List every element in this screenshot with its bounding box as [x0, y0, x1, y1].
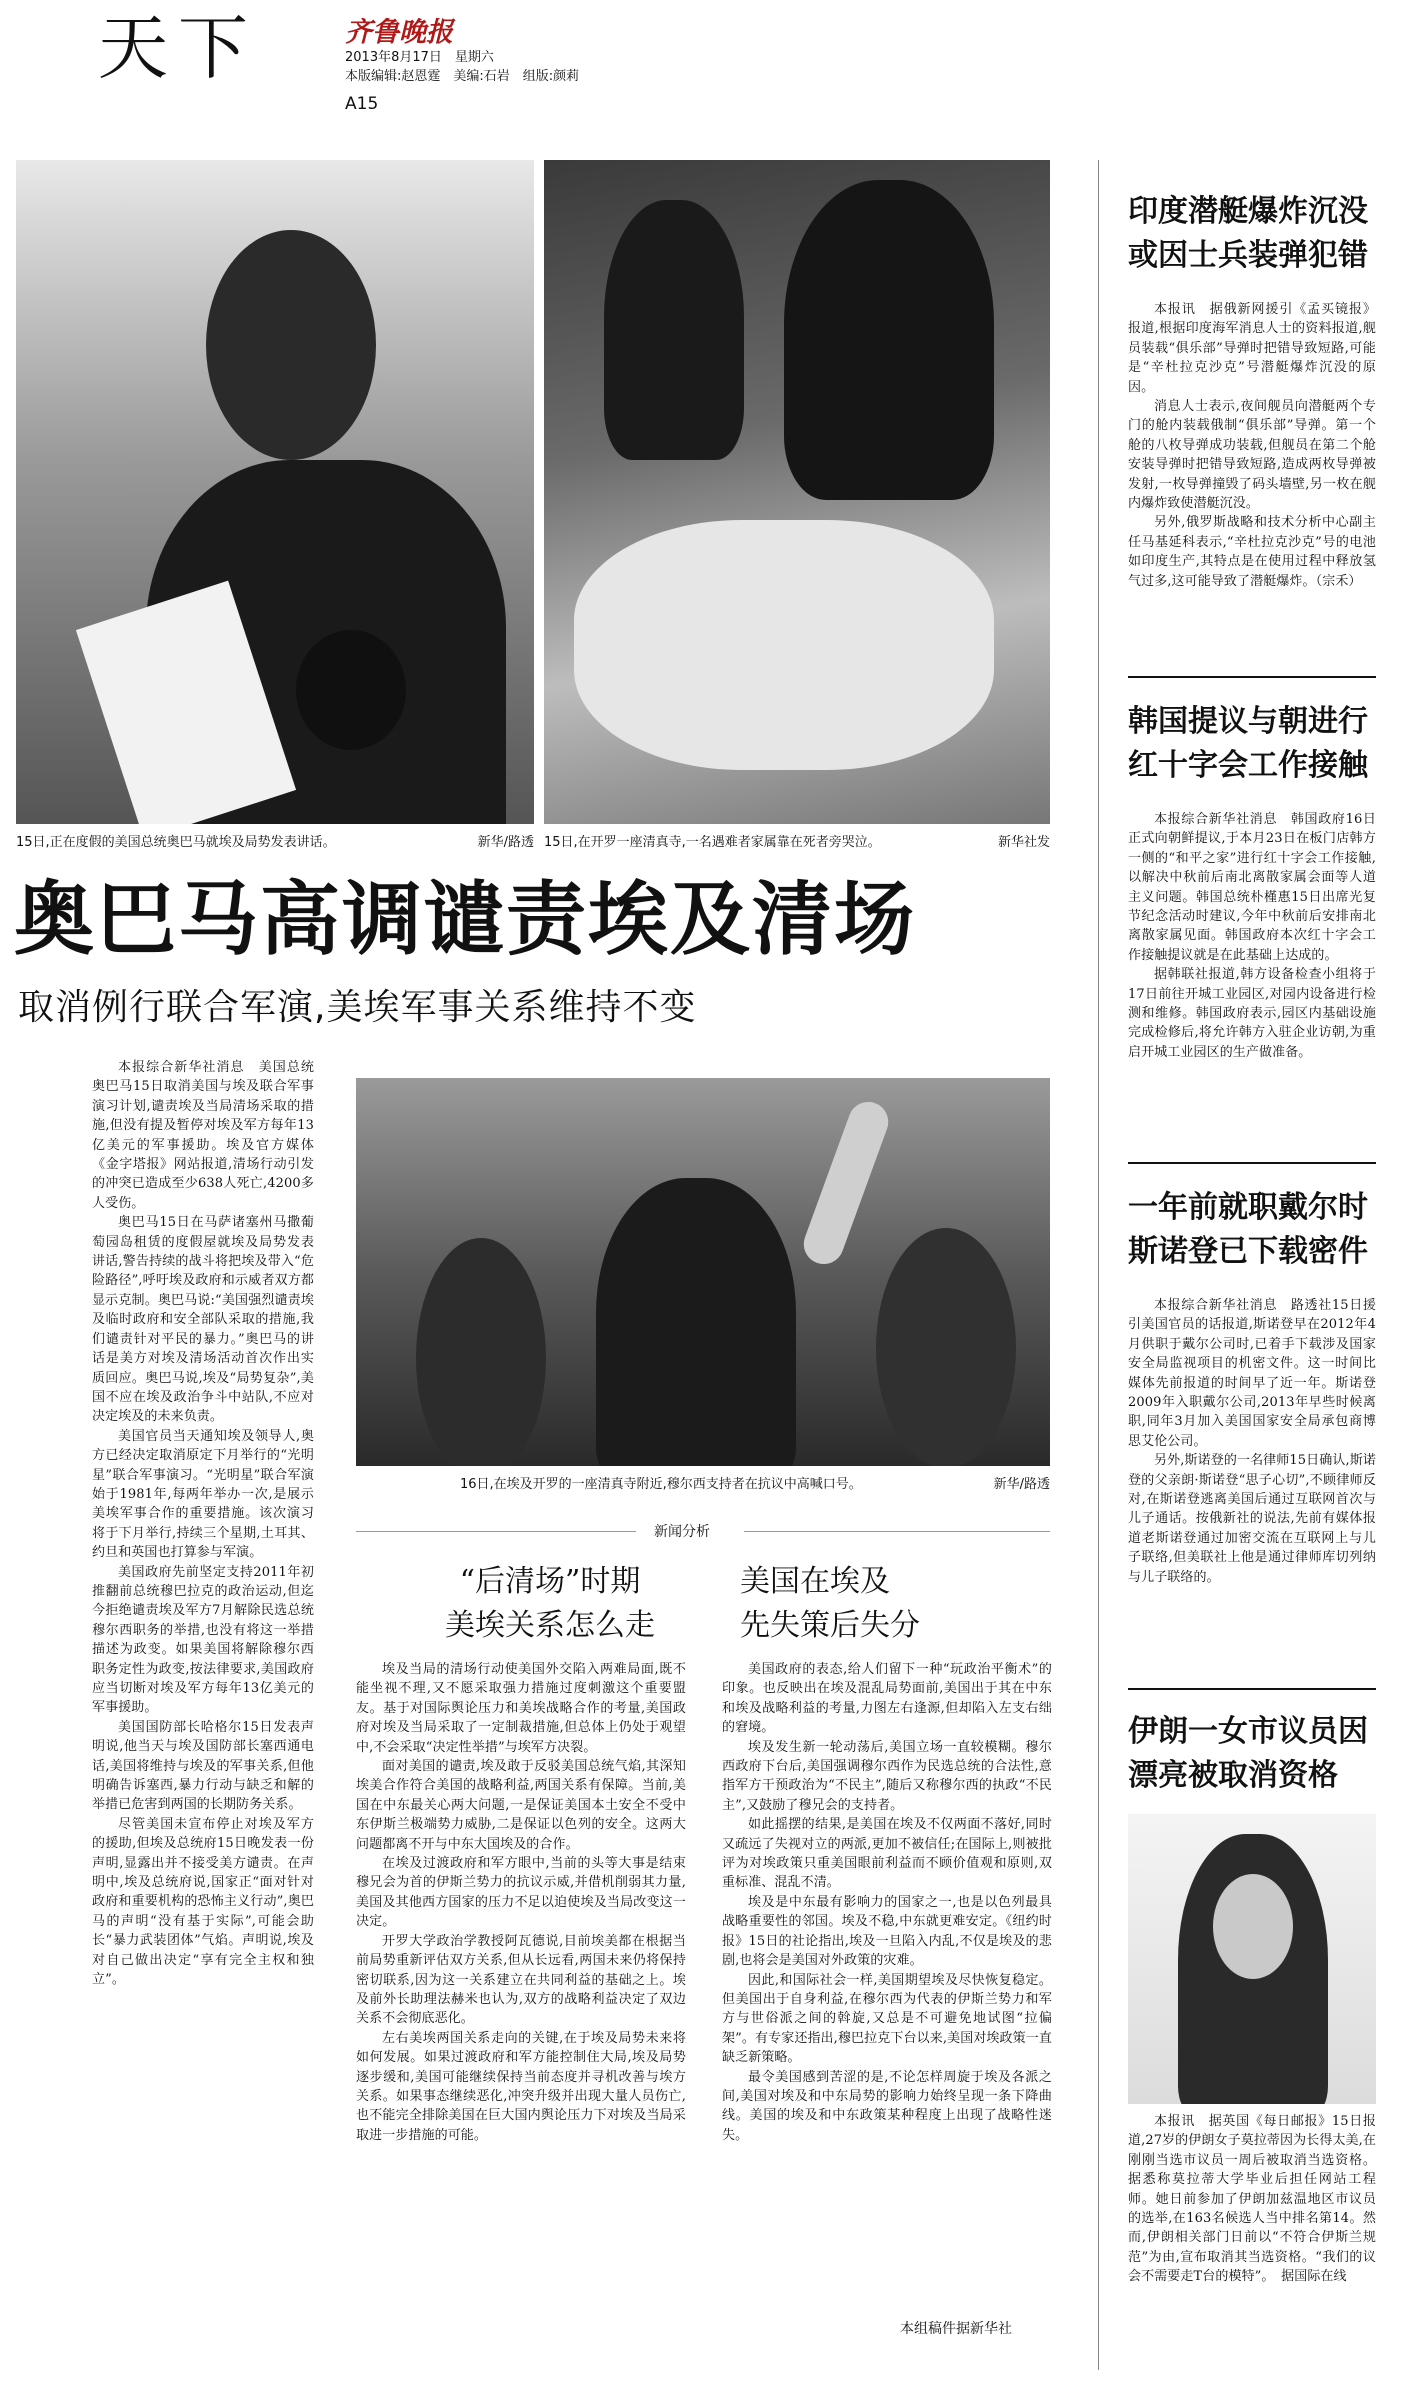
- issue-date: 2013年8月17日 星期六: [345, 50, 494, 65]
- sidebar-paragraph: 本报讯 据俄新网援引《孟买镜报》报道,根据印度海军消息人士的资料报道,舰员装载“俱乐部”导弹时把错导致短路,可能是“辛杜拉克沙克”号潜艇爆炸沉没的原因。: [1128, 302, 1376, 395]
- shroud-shape: [574, 520, 994, 770]
- microphone-shape: [296, 630, 406, 750]
- analysis-right-column: [722, 1660, 1052, 2300]
- protester-scarf-shape: [596, 1178, 796, 1466]
- analysis-right-paragraph: 最令美国感到苦涩的是,不论怎样周旋于埃及各派之间,美国对埃及和中东局势的影响力始终呈现一条下降曲线。美国的埃及和中东政策某种程度上出现了战略性迷失。: [722, 2069, 1052, 2143]
- mosque-photo: [544, 160, 1050, 824]
- sidebar-paragraph: 另外,斯诺登的一名律师15日确认,斯诺登的父亲朗·斯诺登“思子心切”,不顾律师反对,在斯诺登逃离美国后通过互联网首次与儿子通话。按俄新社的说法,先前有媒体报道老斯诺登通过加密交流在互联网上与儿子联络,但美联社上他是通过律师库切列纳与儿子联络的。: [1128, 1453, 1376, 1585]
- sidebar-separator: [1128, 1688, 1376, 1690]
- analysis-left-title: [400, 1560, 700, 1648]
- obama-photo-caption: [16, 834, 534, 852]
- mosque-caption-credit: 新华社发: [997, 835, 1050, 850]
- analysis-label: 新闻分析: [654, 1524, 710, 1540]
- analysis-left-paragraph: 面对美国的谴责,埃及敢于反驳美国总统气焰,其深知埃美合作符合美国的战略利益,两国关系有保障。当前,美国在中东最关心两大问题,一是保证美国本土安全不受中东伊斯兰极端势力威胁,二是保证以色列的安全。这两大问题都离不开与中东大国埃及的合作。: [356, 1759, 686, 1852]
- obama-photo: [16, 160, 534, 824]
- main-subheadline: 取消例行联合军演,美埃军事关系维持不变: [18, 987, 697, 1028]
- protest-photo: [356, 1078, 1050, 1466]
- analysis-left-paragraph: 埃及当局的清场行动使美国外交陷入两难局面,既不能坐视不理,又不愿采取强力措施过度刺激这个重要盟友。基于对国际舆论压力和美埃战略合作的考量,美国政府对埃及当局采取了一定制裁措施,但总体上仍处于观望中,不会采取“决定性举措”与埃军方决裂。: [356, 1662, 686, 1755]
- raised-arm-shape: [798, 1096, 894, 1269]
- obama-head-shape: [206, 230, 376, 460]
- portrait-face-shape: [1213, 1874, 1293, 1979]
- analysis-right-paragraph: 埃及是中东最有影响力的国家之一,也是以色列最具战略重要性的邻国。埃及不稳,中东就更难安定。《纽约时报》15日的社论指出,埃及一旦陷入内乱,不仅是埃及的悲剧,也将会是美国对外政策的灾难。: [722, 1894, 1052, 1969]
- analysis-left-title-line1: “后清场”时期: [459, 1564, 641, 1599]
- sidebar-story-snowden-title: 一年前就职戴尔时斯诺登已下载密件: [1128, 1190, 1368, 1269]
- sidebar-story-iran-title: 伊朗一女市议员因漂亮被取消资格: [1128, 1714, 1368, 1793]
- main-paragraph: 美国国防部长哈格尔15日发表声明说,他当天与埃及国防部长塞西通电话,美国将维持与埃及的军事关系,但他明确告诉塞西,暴力行动与缺乏和解的举措已危害到两国的长期防务关系。: [92, 1719, 314, 1813]
- sidebar-paragraph: 本报综合新华社消息 韩国政府16日正式向朝鲜提议,于本月23日在板门店韩方一侧的“和平之家”进行红十字会工作接触,以解决中秋前后南北离散家属会面等人道主义问题。韩国总统朴槿惠15日出席光复节纪念活动时建议,今年中秋前后安排南北离散家属见面。韩国政府本次红十字会工作接触提议就是在此基础上达成的。: [1128, 812, 1376, 963]
- iran-councilwoman-photo: [1128, 1814, 1376, 2104]
- editor-credits: 本版编辑:赵恩霆 美编:石岩 组版:颜莉: [345, 69, 580, 84]
- woman-left-shape: [604, 200, 744, 460]
- main-article-column: [92, 1058, 314, 2336]
- analysis-left-column: [356, 1660, 686, 2340]
- woman-right-shape: [784, 180, 994, 500]
- analysis-source: 本组稿件据新华社: [900, 2321, 1012, 2337]
- sidebar-story-india-title: 印度潜艇爆炸沉没或因士兵装弹犯错: [1128, 194, 1368, 273]
- protester-left-shape: [416, 1238, 546, 1466]
- analysis-left-title-line2: 美埃关系怎么走: [445, 1608, 655, 1643]
- main-headline: 奥巴马高调谴责埃及清场: [14, 873, 916, 966]
- section-title: 天下: [98, 7, 258, 89]
- main-paragraph: 美国政府先前坚定支持2011年初推翻前总统穆巴拉克的政治运动,但迄今拒绝谴责埃及军方7月解除民选总统穆尔西职务的举措,也没有将这一举措描述为政变。如果美国将解除穆尔西职务定性为政变,按法律要求,美国政府应当切断对埃及军方每年13亿美元的军事援助。: [92, 1564, 314, 1716]
- paper-logo: 齐鲁晚报: [345, 17, 453, 48]
- masthead: [0, 0, 1409, 114]
- sidebar-story-snowden: [1128, 1186, 1376, 1666]
- sidebar-paragraph: 消息人士表示,夜间舰员向潜艇两个专门的舱内装载俄制“俱乐部”导弹。第一个舱的八枚导弹成功装载,但舰员在第二个舱安装导弹时把错导致短路,造成两枚导弹被发射,一枚导弹撞毁了码头墙壁,另一枚在舰内爆炸致使潜艇沉没。: [1128, 399, 1376, 512]
- obama-caption-credit: 新华/路透: [477, 835, 534, 850]
- sidebar-divider: [1098, 160, 1099, 2370]
- main-paragraph: 本报综合新华社消息 美国总统奥巴马15日取消美国与埃及联合军事演习计划,谴责埃及当局清场采取的措施,但没有提及暂停对埃及军方每年13亿美元的军事援助。埃及官方媒体《金字塔报》网站报道,清场行动引发的冲突已造成至少638人死亡,4200多人受伤。: [92, 1060, 314, 1211]
- analysis-rule-left: [356, 1531, 636, 1532]
- analysis-right-paragraph: 美国政府的表态,给人们留下一种“玩政治平衡术”的印象。也反映出在埃及混乱局势面前,美国出于其在中东和埃及战略利益的考量,力图左右逢源,但却陷入左支右绌的窘境。: [722, 1662, 1052, 1736]
- main-paragraph: 尽管美国未宣布停止对埃及军方的援助,但埃及总统府15日晚发表一份声明,显露出并不接受美方谴责。在声明中,埃及总统府说,国家正“面对针对政府和重要机构的恐怖主义行动”,奥巴马的声明“没有基于实际”,可能会助长“暴力武装团体”气焰。声明说,埃及对自己做出决定“享有完全主权和独立”。: [92, 1816, 314, 1988]
- sidebar-story-korea-title: 韩国提议与朝进行红十字会工作接触: [1128, 704, 1368, 783]
- mosque-caption-text: 15日,在开罗一座清真寺,一名遇难者家属靠在死者旁哭泣。: [544, 835, 881, 850]
- page-number: A15: [345, 94, 379, 114]
- protester-right-shape: [876, 1228, 1016, 1466]
- analysis-right-paragraph: 因此,和国际社会一样,美国期望埃及尽快恢复稳定。但美国出于自身利益,在穆尔西为代表的伊斯兰势力和军方与世俗派之间的斡旋,又总是不可避免地试图“拉偏架”。有专家还指出,穆巴拉克下台以来,美国对埃政策一直缺乏新策略。: [722, 1972, 1052, 2066]
- analysis-right-paragraph: 埃及发生新一轮动荡后,美国立场一直较模糊。穆尔西政府下台后,美国强调穆尔西作为民选总统的合法性,意指军方干预政治为“不民主”,随后又称穆尔西的执政“不民主”,又鼓励了穆兄会的支持者。: [722, 1739, 1052, 1813]
- sidebar-paragraph: 本报综合新华社消息 路透社15日援引美国官员的话报道,斯诺登早在2012年4月供职于戴尔公司时,已着手下载涉及国家安全局监视项目的机密文件。这一时间比媒体先前报道的时间早了近一年。斯诺登2009年入职戴尔公司,2013年早些时候离职,同年3月加入美国国家安全局承包商博思艾伦公司。: [1128, 1298, 1376, 1449]
- analysis-right-paragraph: 如此摇摆的结果,是美国在埃及不仅两面不落好,同时又疏远了失视对立的两派,更加不被信任;在国际上,则被批评为对埃政策只重美国眼前利益而不顾价值观和原则,双重标准、混乱不清。: [722, 1817, 1052, 1891]
- analysis-left-paragraph: 左右美埃两国关系走向的关键,在于埃及局势未来将如何发展。如果过渡政府和军方能控制住大局,埃及局势逐步缓和,美国可能继续保持当前态度并寻机改善与埃方关系。如果事态继续恶化,冲突升级并出现大量人员伤亡,也不能完全排除美国在巨大国内舆论压力下对埃及当局采取进一步措施的可能。: [356, 2030, 686, 2143]
- main-paragraph: 美国官员当天通知埃及领导人,奥方已经决定取消原定下月举行的“光明星”联合军事演习。“光明星”联合军演始于1981年,每两年举办一次,是展示美埃军事合作的重要措施。该次演习将于下月举行,持续三个星期,土耳其、约旦和英国也打算参与军演。: [92, 1428, 314, 1561]
- analysis-left-paragraph: 开罗大学政治学教授阿瓦德说,目前埃美都在根据当前局势重新评估双方关系,但从长远看,两国未来仍将保持密切联系,因为这一关系建立在共同利益的基础之上。埃及前外长助理法赫米也认为,双方的战略利益决定了双边关系不会彻底恶化。: [356, 1933, 686, 2027]
- sidebar-separator: [1128, 1162, 1376, 1164]
- sidebar-story-india: [1128, 190, 1376, 660]
- protest-caption-text: 16日,在埃及开罗的一座清真寺附近,穆尔西支持者在抗议中高喊口号。: [460, 1477, 862, 1492]
- analysis-right-title-line1: 美国在埃及: [740, 1564, 890, 1599]
- sidebar-story-korea: [1128, 700, 1376, 1148]
- protest-photo-caption: [460, 1476, 1050, 1494]
- analysis-right-title: [740, 1560, 1040, 1648]
- protest-caption-credit: 新华/路透: [993, 1477, 1050, 1492]
- main-paragraph: 奥巴马15日在马萨诸塞州马撒葡萄园岛租赁的度假屋就埃及局势发表讲话,警告持续的战斗将把埃及带入“危险路径”,呼吁埃及政府和示威者双方都显示克制。奥巴马说:“美国强烈谴责埃及临时政府和安全部队采取的措施,我们谴责针对平民的暴力。”奥巴马的讲话是美方对埃及清场活动首次作出实质回应。奥巴马说,埃及“局势复杂”,美国不应在埃及政治争斗中站队,不应对决定埃及的未来负责。: [92, 1215, 314, 1425]
- sidebar-paragraph: 据韩联社报道,韩方设备检查小组将于17日前往开城工业园区,对园内设备进行检测和维修。韩国政府表示,园区内基础设施完成检修后,将允许韩方入驻企业访朝,为重启开城工业园区的生产做准备。: [1128, 967, 1376, 1060]
- obama-caption-text: 15日,正在度假的美国总统奥巴马就埃及局势发表讲话。: [16, 835, 336, 850]
- analysis-right-title-line2: 先失策后失分: [740, 1608, 920, 1643]
- sidebar-paragraph: 本报讯 据英国《每日邮报》15日报道,27岁的伊朗女子莫拉蒂因为长得太美,在刚刚当选市议员一周后被取消当选资格。据悉称莫拉蒂大学毕业后担任网站工程师。她日前参加了伊朗加兹温地区市议员的选举,在163名候选人当中排名第14。然而,伊朗相关部门日前以“不符合伊斯兰规范”为由,宣布取消其当选资格。“我们的议会不需要走T台的模特”。 据国际在线: [1128, 2114, 1376, 2285]
- analysis-rule-right: [744, 1531, 1050, 1532]
- analysis-left-paragraph: 在埃及过渡政府和军方眼中,当前的头等大事是结束穆兄会为首的伊斯兰势力的抗议示威,并借机削弱其力量,美国及其他西方国家的压力不足以迫使埃及当局改变这一决定。: [356, 1856, 686, 1930]
- sidebar-story-iran: [1128, 1710, 1376, 2370]
- sidebar-separator: [1128, 676, 1376, 678]
- mosque-photo-caption: [544, 834, 1050, 852]
- sidebar-paragraph: 另外,俄罗斯战略和技术分析中心副主任马基延科表示,“辛杜拉克沙克”号的电池如印度生产,其特点是在使用过程中释放氢气过多,这可能导致了潜艇爆炸。（宗禾）: [1128, 515, 1376, 589]
